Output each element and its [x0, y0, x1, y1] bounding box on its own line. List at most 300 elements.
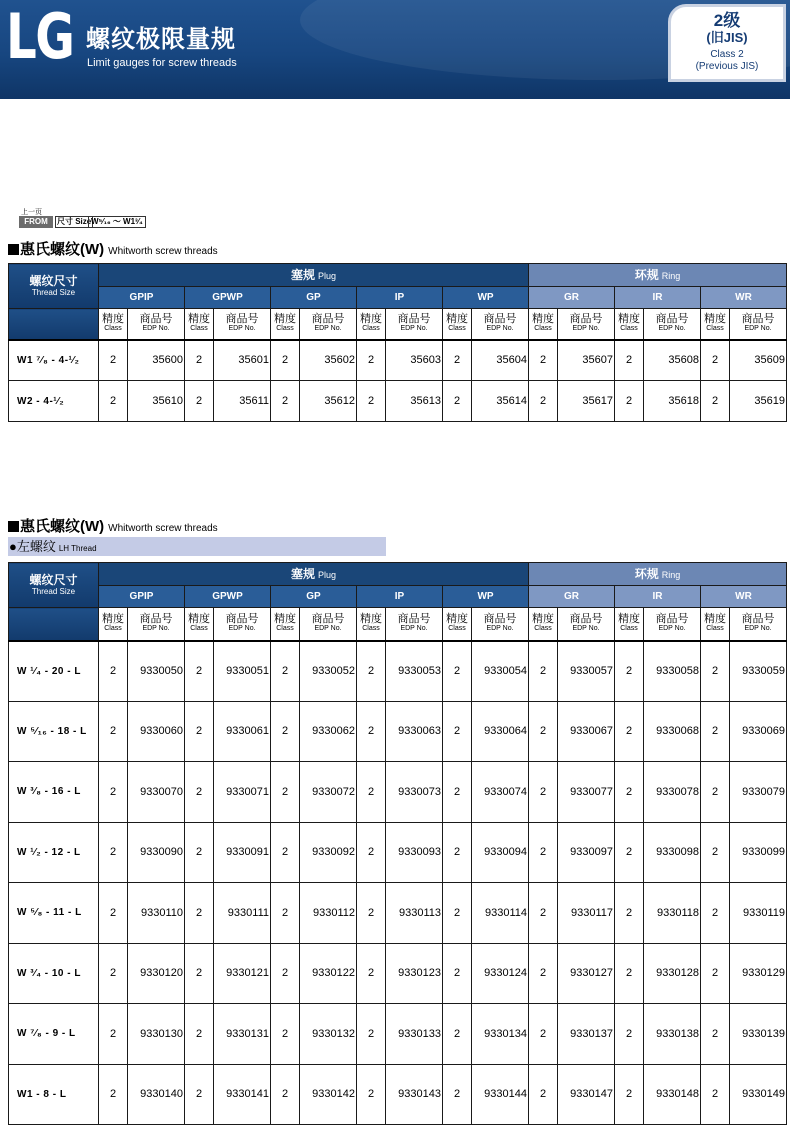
- edp-number-cell: 9330128: [644, 943, 701, 1004]
- class-cell: 2: [185, 883, 214, 944]
- edp-header-cn: 商品号: [483, 312, 517, 325]
- edp-header-cn: 商品号: [225, 612, 259, 625]
- edp-column-header: [644, 309, 701, 340]
- class-header-en: Class: [706, 324, 724, 332]
- table-row: [9, 1064, 787, 1125]
- thread-size-cell: W1 - 8 - L: [9, 1064, 99, 1125]
- edp-number-cell: 9330054: [472, 641, 529, 702]
- class-header-cn: 精度: [704, 312, 726, 325]
- edp-number-cell: 9330092: [300, 822, 357, 883]
- class-cell: 2: [701, 883, 730, 944]
- class-cell: 2: [443, 1004, 472, 1065]
- edp-number-cell: 9330142: [300, 1064, 357, 1125]
- size-label: 尺寸 Size: [57, 217, 92, 226]
- edp-number-cell: 9330133: [386, 1004, 443, 1065]
- class-cell: 2: [443, 340, 472, 381]
- edp-number-cell: 9330079: [730, 762, 787, 823]
- edp-number-cell: 9330061: [214, 701, 271, 762]
- edp-header-en: EDP No.: [658, 324, 686, 332]
- edp-number-cell: 9330134: [472, 1004, 529, 1065]
- edp-number-cell: 35603: [386, 340, 443, 381]
- class-cell: 2: [443, 701, 472, 762]
- class-cell: 2: [99, 943, 128, 1004]
- class-cell: 2: [615, 822, 644, 883]
- class-badge: [668, 4, 786, 82]
- square-bullet-icon: [8, 244, 19, 255]
- gauge-type-header: GPWP: [185, 287, 271, 309]
- plug-header-cn: 塞规: [290, 268, 315, 282]
- class-column-header: [529, 608, 558, 641]
- edp-column-header: [214, 608, 271, 641]
- section-title-cn: 惠氏螺纹(W): [20, 241, 105, 258]
- edp-number-cell: 9330099: [730, 822, 787, 883]
- class-header-en: Class: [620, 324, 638, 332]
- edp-number-cell: 35602: [300, 340, 357, 381]
- badge-class-cn: 2级: [713, 11, 741, 30]
- class-column-header: [357, 608, 386, 641]
- edp-number-cell: 9330057: [558, 641, 615, 702]
- class-cell: 2: [529, 943, 558, 1004]
- class-cell: 2: [99, 701, 128, 762]
- ring-group-header: [529, 264, 787, 287]
- class-cell: 2: [357, 822, 386, 883]
- series-logo: LG: [6, 0, 74, 73]
- thread-size-cell: W ¹⁄₄ - 20 - L: [9, 641, 99, 702]
- edp-number-cell: 9330149: [730, 1064, 787, 1125]
- class-cell: 2: [271, 762, 300, 823]
- gauge-type-header: GPIP: [99, 586, 185, 608]
- gauge-type-header: GR: [529, 287, 615, 309]
- edp-number-cell: 9330131: [214, 1004, 271, 1065]
- edp-number-cell: 9330063: [386, 701, 443, 762]
- edp-number-cell: 9330123: [386, 943, 443, 1004]
- edp-header-en: EDP No.: [314, 624, 342, 632]
- table-row: [9, 943, 787, 1004]
- edp-number-cell: 35608: [644, 340, 701, 381]
- badge-old-jis-cn: (旧JIS): [706, 30, 748, 45]
- gauge-type-header: GP: [271, 287, 357, 309]
- subsection-title-en: LH Thread: [58, 544, 97, 553]
- class-header-en: Class: [534, 324, 552, 332]
- edp-number-cell: 9330143: [386, 1064, 443, 1125]
- edp-column-header: [644, 608, 701, 641]
- class-column-header: [443, 309, 472, 340]
- edp-number-cell: 35601: [214, 340, 271, 381]
- edp-header-cn: 商品号: [311, 312, 345, 325]
- edp-number-cell: 35600: [128, 340, 185, 381]
- edp-header-cn: 商品号: [569, 612, 603, 625]
- class-column-header: [615, 608, 644, 641]
- edp-number-cell: 9330114: [472, 883, 529, 944]
- edp-number-cell: 9330051: [214, 641, 271, 702]
- class-header-en: Class: [620, 624, 638, 632]
- plug-group-header: [99, 563, 529, 586]
- gauge-type-header: GR: [529, 586, 615, 608]
- edp-column-header: [128, 309, 185, 340]
- class-cell: 2: [615, 340, 644, 381]
- edp-header-en: EDP No.: [572, 624, 600, 632]
- class-column-header: [99, 309, 128, 340]
- ring-header-cn: 环规: [634, 268, 659, 282]
- class-cell: 2: [701, 943, 730, 1004]
- edp-number-cell: 35619: [730, 381, 787, 422]
- class-column-header: [99, 608, 128, 641]
- thread-size-cell: W ³⁄₄ - 10 - L: [9, 943, 99, 1004]
- gauge-type-header: WR: [701, 287, 787, 309]
- edp-number-cell: 9330071: [214, 762, 271, 823]
- edp-number-cell: 9330110: [128, 883, 185, 944]
- gauge-type-header: GPIP: [99, 287, 185, 309]
- edp-number-cell: 35617: [558, 381, 615, 422]
- thread-size-cell: W ⁵⁄₁₆ - 18 - L: [9, 701, 99, 762]
- class-column-header: [615, 309, 644, 340]
- edp-header-cn: 商品号: [311, 612, 345, 625]
- class-cell: 2: [99, 822, 128, 883]
- subsection-lh-thread: [8, 537, 386, 556]
- class-cell: 2: [185, 381, 214, 422]
- class-cell: 2: [185, 822, 214, 883]
- class-cell: 2: [615, 381, 644, 422]
- class-cell: 2: [99, 340, 128, 381]
- edp-header-cn: 商品号: [397, 612, 431, 625]
- edp-header-en: EDP No.: [142, 624, 170, 632]
- edp-number-cell: 35611: [214, 381, 271, 422]
- class-header-cn: 精度: [188, 612, 210, 625]
- edp-number-cell: 9330113: [386, 883, 443, 944]
- class-cell: 2: [271, 340, 300, 381]
- edp-number-cell: 9330139: [730, 1004, 787, 1065]
- edp-number-cell: 9330070: [128, 762, 185, 823]
- edp-number-cell: 9330140: [128, 1064, 185, 1125]
- class-cell: 2: [615, 1064, 644, 1125]
- header-banner: [0, 0, 790, 99]
- class-header-cn: 精度: [704, 612, 726, 625]
- gauge-type-header: IP: [357, 287, 443, 309]
- ring-header-cn: 环规: [634, 567, 659, 581]
- section-title-cn: 惠氏螺纹(W): [20, 518, 105, 535]
- class-cell: 2: [185, 1064, 214, 1125]
- class-cell: 2: [529, 1064, 558, 1125]
- edp-number-cell: 35604: [472, 340, 529, 381]
- class-header-en: Class: [190, 624, 208, 632]
- edp-number-cell: 9330078: [644, 762, 701, 823]
- class-column-header: [271, 608, 300, 641]
- class-cell: 2: [271, 1064, 300, 1125]
- class-cell: 2: [271, 381, 300, 422]
- edp-number-cell: 9330119: [730, 883, 787, 944]
- edp-header-cn: 商品号: [741, 312, 775, 325]
- thread-size-header-cn: 螺纹尺寸: [29, 274, 78, 288]
- class-cell: 2: [701, 340, 730, 381]
- class-cell: 2: [357, 381, 386, 422]
- gauge-type-header: GP: [271, 586, 357, 608]
- edp-header-cn: 商品号: [655, 612, 689, 625]
- header-row-groups: [9, 563, 787, 586]
- edp-number-cell: 9330122: [300, 943, 357, 1004]
- class-cell: 2: [99, 762, 128, 823]
- class-header-cn: 精度: [360, 312, 382, 325]
- gauge-type-header: WR: [701, 586, 787, 608]
- class-header-en: Class: [276, 324, 294, 332]
- class-header-en: Class: [104, 624, 122, 632]
- class-cell: 2: [529, 381, 558, 422]
- edp-number-cell: 9330097: [558, 822, 615, 883]
- edp-column-header: [558, 608, 615, 641]
- class-cell: 2: [529, 701, 558, 762]
- edp-header-en: EDP No.: [744, 324, 772, 332]
- header-row-columns: [9, 309, 787, 340]
- class-cell: 2: [185, 1004, 214, 1065]
- edp-header-cn: 商品号: [655, 312, 689, 325]
- edp-header-en: EDP No.: [314, 324, 342, 332]
- gauge-table-whitworth-lh: [8, 562, 787, 1125]
- edp-number-cell: 9330074: [472, 762, 529, 823]
- class-cell: 2: [99, 883, 128, 944]
- class-column-header: [185, 608, 214, 641]
- edp-number-cell: 9330094: [472, 822, 529, 883]
- edp-header-en: EDP No.: [228, 324, 256, 332]
- edp-header-en: EDP No.: [486, 624, 514, 632]
- table-row: [9, 381, 787, 422]
- edp-header-cn: 商品号: [139, 612, 173, 625]
- edp-number-cell: 9330072: [300, 762, 357, 823]
- edp-number-cell: 9330077: [558, 762, 615, 823]
- ring-header-en: Ring: [661, 271, 681, 281]
- class-cell: 2: [357, 340, 386, 381]
- edp-number-cell: 9330118: [644, 883, 701, 944]
- class-cell: 2: [99, 1064, 128, 1125]
- edp-header-en: EDP No.: [658, 624, 686, 632]
- edp-number-cell: 35612: [300, 381, 357, 422]
- table-row: [9, 883, 787, 944]
- ring-group-header: [529, 563, 787, 586]
- edp-column-header: [558, 309, 615, 340]
- class-cell: 2: [357, 943, 386, 1004]
- edp-number-cell: 9330068: [644, 701, 701, 762]
- edp-column-header: [214, 309, 271, 340]
- class-cell: 2: [615, 701, 644, 762]
- class-header-cn: 精度: [360, 612, 382, 625]
- thread-size-header-blank: [9, 309, 99, 340]
- class-header-cn: 精度: [618, 612, 640, 625]
- thread-size-header-cn: 螺纹尺寸: [29, 573, 78, 587]
- edp-header-en: EDP No.: [486, 324, 514, 332]
- class-header-en: Class: [362, 324, 380, 332]
- square-bullet-icon: [8, 521, 19, 532]
- thread-size-cell: W ¹⁄₂ - 12 - L: [9, 822, 99, 883]
- edp-number-cell: 9330141: [214, 1064, 271, 1125]
- edp-number-cell: 9330093: [386, 822, 443, 883]
- class-header-en: Class: [448, 624, 466, 632]
- section-title-en: Whitworth screw threads: [108, 523, 218, 534]
- page-title: 螺纹极限量规: [86, 26, 236, 53]
- edp-number-cell: 9330052: [300, 641, 357, 702]
- edp-number-cell: 35618: [644, 381, 701, 422]
- plug-group-header: [99, 264, 529, 287]
- class-cell: 2: [185, 701, 214, 762]
- edp-number-cell: 9330148: [644, 1064, 701, 1125]
- edp-header-en: EDP No.: [400, 624, 428, 632]
- class-header-en: Class: [706, 624, 724, 632]
- table-row: [9, 340, 787, 381]
- edp-number-cell: 9330067: [558, 701, 615, 762]
- edp-number-cell: 9330132: [300, 1004, 357, 1065]
- section-heading-whitworth: [8, 238, 218, 259]
- class-cell: 2: [615, 943, 644, 1004]
- edp-number-cell: 35609: [730, 340, 787, 381]
- thread-size-cell: W1 ⁷⁄₈ - 4-¹⁄₂: [9, 340, 99, 381]
- class-header-cn: 精度: [274, 312, 296, 325]
- edp-number-cell: 9330124: [472, 943, 529, 1004]
- thread-size-header: [9, 563, 99, 608]
- class-cell: 2: [185, 762, 214, 823]
- class-header-en: Class: [104, 324, 122, 332]
- gauge-type-header: WP: [443, 586, 529, 608]
- class-column-header: [701, 608, 730, 641]
- ring-header-en: Ring: [661, 570, 681, 580]
- class-header-en: Class: [448, 324, 466, 332]
- section-heading-whitworth-lh: [8, 515, 218, 536]
- edp-number-cell: 9330058: [644, 641, 701, 702]
- class-cell: 2: [701, 641, 730, 702]
- class-cell: 2: [357, 641, 386, 702]
- class-header-en: Class: [362, 624, 380, 632]
- edp-header-cn: 商品号: [397, 312, 431, 325]
- class-header-cn: 精度: [532, 312, 554, 325]
- edp-number-cell: 9330117: [558, 883, 615, 944]
- edp-column-header: [300, 608, 357, 641]
- class-cell: 2: [271, 883, 300, 944]
- edp-header-en: EDP No.: [744, 624, 772, 632]
- size-range: W⁵⁄₁₆ ～ W1³⁄₄: [88, 216, 146, 228]
- class-column-header: [443, 608, 472, 641]
- edp-number-cell: 9330059: [730, 641, 787, 702]
- thread-size-cell: W ³⁄₈ - 16 - L: [9, 762, 99, 823]
- table-row: [9, 641, 787, 702]
- page-subtitle: Limit gauges for screw threads: [87, 57, 237, 69]
- class-cell: 2: [701, 701, 730, 762]
- class-cell: 2: [357, 883, 386, 944]
- edp-number-cell: 35613: [386, 381, 443, 422]
- edp-number-cell: 9330064: [472, 701, 529, 762]
- subsection-title-cn: ●左螺纹: [9, 539, 56, 554]
- edp-column-header: [300, 309, 357, 340]
- edp-number-cell: 9330053: [386, 641, 443, 702]
- class-cell: 2: [443, 883, 472, 944]
- gauge-type-header: WP: [443, 287, 529, 309]
- class-cell: 2: [615, 1004, 644, 1065]
- from-label: FROM: [19, 216, 53, 228]
- class-cell: 2: [357, 1064, 386, 1125]
- badge-class-en: Class 2: [710, 49, 744, 60]
- class-cell: 2: [185, 340, 214, 381]
- edp-number-cell: 9330121: [214, 943, 271, 1004]
- class-cell: 2: [271, 641, 300, 702]
- gauge-type-header: IR: [615, 586, 701, 608]
- class-cell: 2: [529, 1004, 558, 1065]
- class-cell: 2: [443, 1064, 472, 1125]
- edp-column-header: [386, 309, 443, 340]
- table-row: [9, 822, 787, 883]
- edp-column-header: [128, 608, 185, 641]
- edp-column-header: [472, 309, 529, 340]
- edp-header-en: EDP No.: [572, 324, 600, 332]
- class-header-cn: 精度: [446, 612, 468, 625]
- class-header-cn: 精度: [102, 612, 124, 625]
- edp-header-cn: 商品号: [483, 612, 517, 625]
- class-cell: 2: [615, 641, 644, 702]
- class-cell: 2: [701, 1004, 730, 1065]
- class-cell: 2: [443, 943, 472, 1004]
- class-cell: 2: [443, 762, 472, 823]
- thread-size-cell: W ⁵⁄₈ - 11 - L: [9, 883, 99, 944]
- edp-number-cell: 9330112: [300, 883, 357, 944]
- class-cell: 2: [185, 641, 214, 702]
- class-cell: 2: [701, 1064, 730, 1125]
- class-column-header: [529, 309, 558, 340]
- edp-column-header: [730, 309, 787, 340]
- class-cell: 2: [701, 762, 730, 823]
- edp-number-cell: 9330111: [214, 883, 271, 944]
- class-header-cn: 精度: [618, 312, 640, 325]
- gauge-type-header: GPWP: [185, 586, 271, 608]
- class-cell: 2: [701, 822, 730, 883]
- table-row: [9, 1004, 787, 1065]
- badge-old-jis-en: (Previous JIS): [695, 61, 759, 72]
- edp-number-cell: 9330127: [558, 943, 615, 1004]
- edp-number-cell: 9330091: [214, 822, 271, 883]
- thread-size-header-en: Thread Size: [31, 288, 76, 297]
- header-row-columns: [9, 608, 787, 641]
- edp-header-en: EDP No.: [228, 624, 256, 632]
- class-header-en: Class: [276, 624, 294, 632]
- class-cell: 2: [99, 641, 128, 702]
- thread-size-cell: W ⁷⁄₈ - 9 - L: [9, 1004, 99, 1065]
- class-header-cn: 精度: [274, 612, 296, 625]
- class-cell: 2: [443, 641, 472, 702]
- gauge-type-header: IP: [357, 586, 443, 608]
- class-cell: 2: [701, 381, 730, 422]
- edp-number-cell: 9330147: [558, 1064, 615, 1125]
- class-column-header: [271, 309, 300, 340]
- class-cell: 2: [271, 943, 300, 1004]
- class-header-cn: 精度: [188, 312, 210, 325]
- edp-number-cell: 9330129: [730, 943, 787, 1004]
- class-header-cn: 精度: [532, 612, 554, 625]
- edp-number-cell: 9330138: [644, 1004, 701, 1065]
- section-title-en: Whitworth screw threads: [108, 246, 218, 257]
- class-cell: 2: [185, 943, 214, 1004]
- edp-number-cell: 9330073: [386, 762, 443, 823]
- class-cell: 2: [357, 1004, 386, 1065]
- edp-number-cell: 9330130: [128, 1004, 185, 1065]
- class-header-en: Class: [534, 624, 552, 632]
- edp-header-cn: 商品号: [569, 312, 603, 325]
- table-row: [9, 762, 787, 823]
- edp-number-cell: 9330098: [644, 822, 701, 883]
- edp-header-en: EDP No.: [400, 324, 428, 332]
- plug-header-en: Plug: [318, 271, 337, 281]
- edp-number-cell: 35607: [558, 340, 615, 381]
- plug-header-cn: 塞规: [290, 567, 315, 581]
- class-column-header: [185, 309, 214, 340]
- edp-column-header: [386, 608, 443, 641]
- header-row-types: [9, 287, 787, 309]
- thread-size-header-en: Thread Size: [31, 587, 76, 596]
- class-cell: 2: [357, 701, 386, 762]
- plug-header-en: Plug: [318, 570, 337, 580]
- class-cell: 2: [529, 883, 558, 944]
